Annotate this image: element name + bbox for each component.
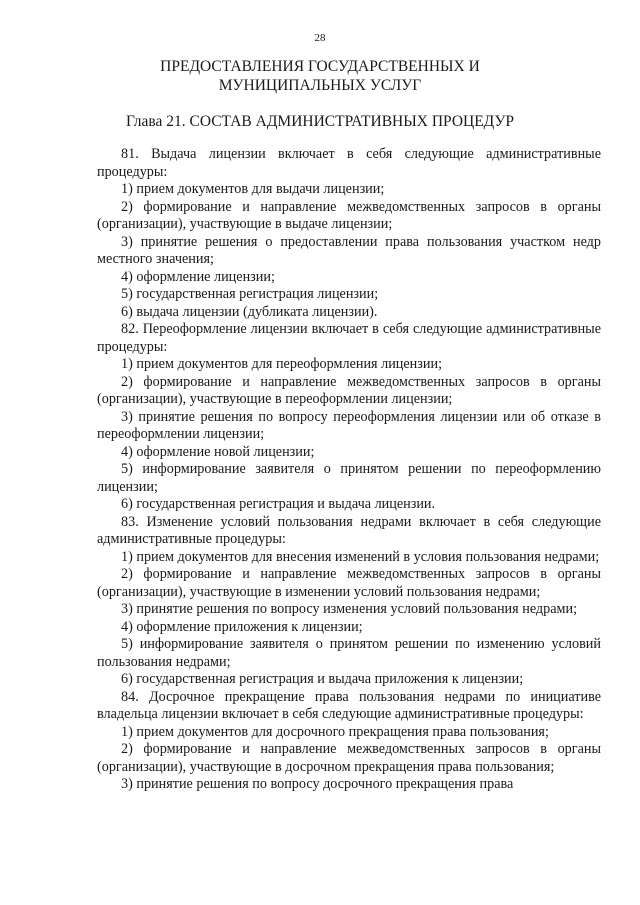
list-item: 1) прием документов для досрочного прекращения права пользования; xyxy=(121,723,549,740)
paragraph-84: 84. Досрочное прекращение права пользования недрами по инициативе владельца лицензии включает в себя следующие административные процедуры: xyxy=(97,688,601,722)
chapter-title: Глава 21. СОСТАВ АДМИНИСТРАТИВНЫХ ПРОЦЕДУР xyxy=(125,113,515,130)
page-number: 28 xyxy=(314,32,326,44)
list-item: 1) прием документов для внесения изменений в условия пользования недрами; xyxy=(121,548,600,565)
paragraph-83: 83. Изменение условий пользования недрами включает в себя следующие административные процедуры: xyxy=(97,513,601,547)
list-item: 3) принятие решения по вопросу переоформления лицензии или об отказе в переоформлении лицензии; xyxy=(97,408,601,442)
list-item: 4) оформление приложения к лицензии; xyxy=(121,618,363,635)
list-item: 6) государственная регистрация и выдача лицензии. xyxy=(121,496,436,512)
list-item: 3) принятие решения по вопросу досрочного прекращения права xyxy=(121,776,514,792)
list-item: 2) формирование и направление межведомственных запросов в органы (организации), участвующие в досрочном прекращения права пользования; xyxy=(97,741,601,775)
list-item: 5) информирование заявителя о принятом решении по изменению условий пользования недрами; xyxy=(97,636,601,670)
list-item: 6) выдача лицензии (дубликата лицензии). xyxy=(121,303,378,320)
list-item: 1) прием документов для переоформления лицензии; xyxy=(121,356,443,372)
paragraph-82: 82. Переоформление лицензии включает в себя следующие административные процедуры: xyxy=(97,321,601,355)
list-item: 1) прием документов для выдачи лицензии; xyxy=(121,181,385,197)
list-item: 5) информирование заявителя о принятом решении по переоформлению лицензии; xyxy=(97,461,601,495)
list-item: 2) формирование и направление межведомственных запросов в органы (организации), участвующие в изменении условий пользования недрами; xyxy=(97,566,601,600)
list-item: 4) оформление лицензии; xyxy=(121,268,275,285)
list-item: 2) формирование и направление межведомственных запросов в органы (организации), участвующие в переоформлении лицензии; xyxy=(97,373,601,407)
section-heading: ПРЕДОСТАВЛЕНИЯ ГОСУДАРСТВЕННЫХ И МУНИЦИПАЛЬНЫХ УСЛУГ xyxy=(160,58,480,94)
list-item: 4) оформление новой лицензии; xyxy=(121,443,315,460)
list-item: 5) государственная регистрация лицензии; xyxy=(121,286,379,302)
paragraph-81: 81. Выдача лицензии включает в себя следующие административные процедуры: xyxy=(97,146,601,180)
list-item: 3) принятие решения по вопросу изменения условий пользования недрами; xyxy=(121,601,578,617)
list-item: 3) принятие решения о предоставлении права пользования участком недр местного значения; xyxy=(97,233,601,267)
list-item: 6) государственная регистрация и выдача приложения к лицензии; xyxy=(121,671,524,687)
list-item: 2) формирование и направление межведомственных запросов в органы (организации), участвующие в выдаче лицензии; xyxy=(97,198,601,232)
document-body xyxy=(97,146,601,794)
